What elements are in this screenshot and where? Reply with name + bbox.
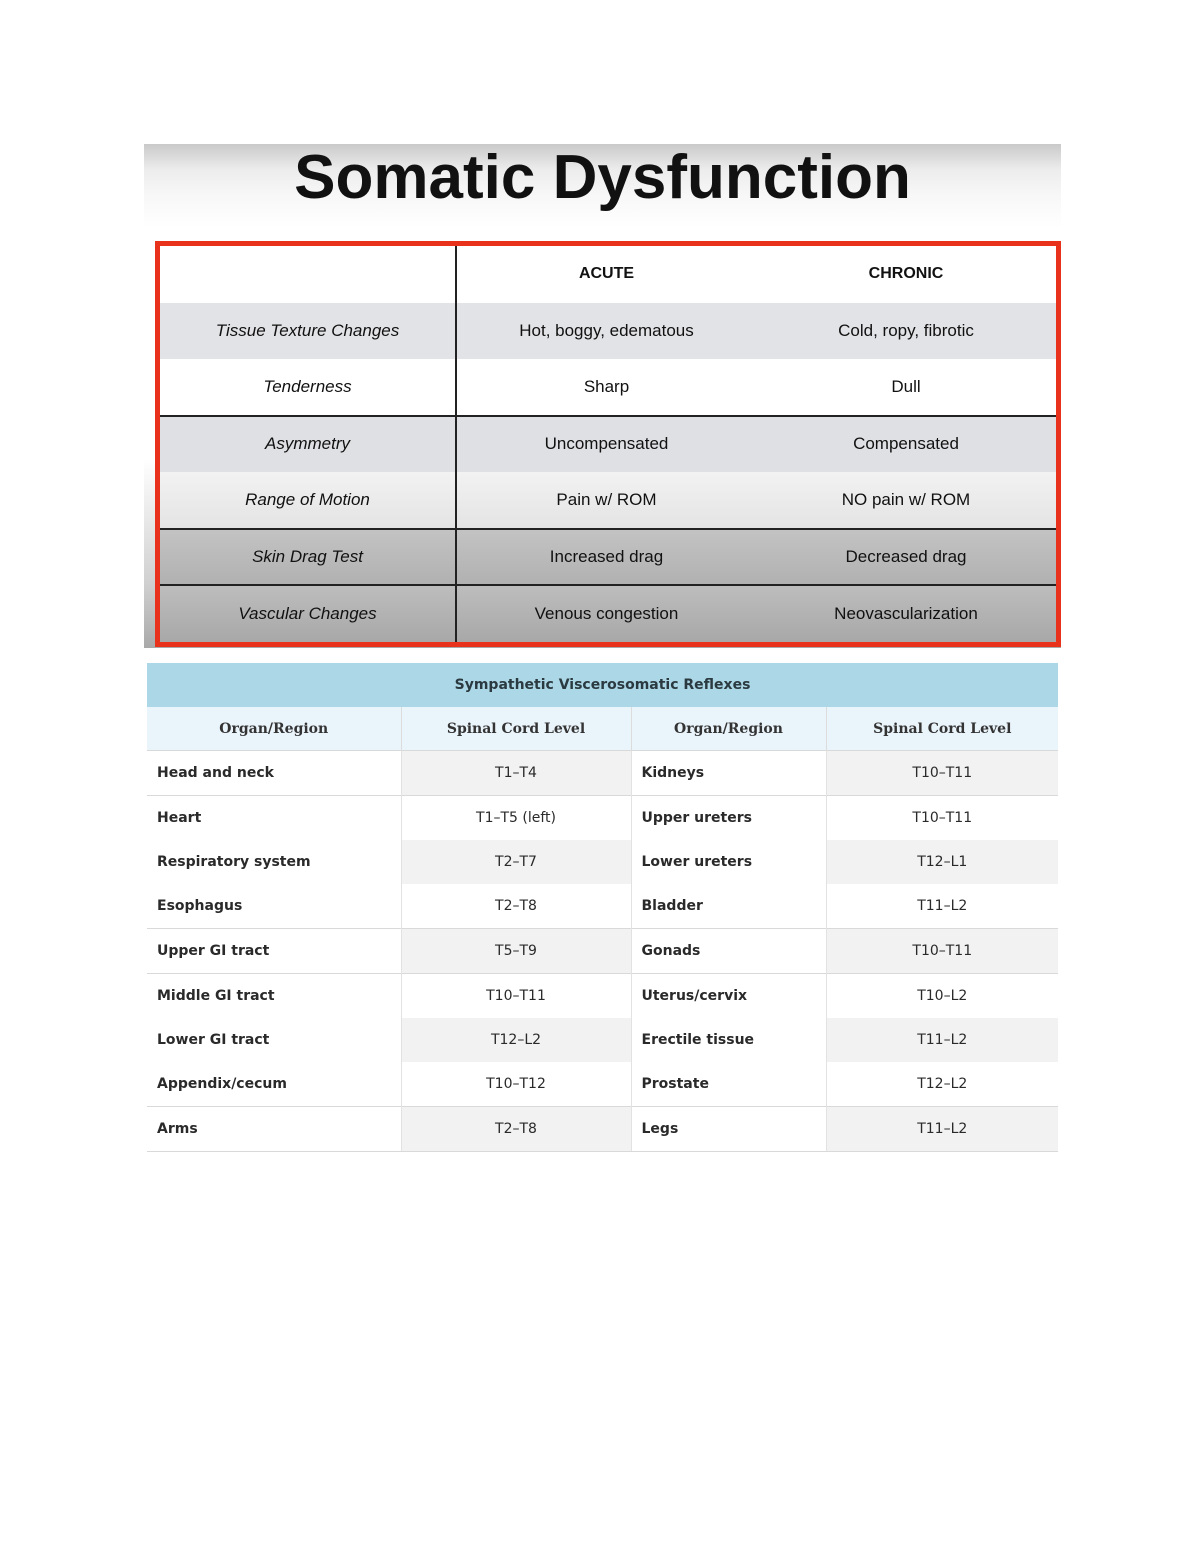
table-header-row	[147, 707, 1058, 751]
level-cell: T2–T8	[401, 884, 631, 929]
table-row	[147, 929, 1058, 974]
organ-cell: Legs	[631, 1107, 826, 1152]
organ-cell: Erectile tissue	[631, 1018, 826, 1062]
table-row	[147, 974, 1058, 1019]
organ-cell: Arms	[147, 1107, 401, 1152]
header-level: Spinal Cord Level	[826, 707, 1058, 751]
level-cell: T12–L2	[917, 1076, 968, 1092]
row-label: Skin Drag Test	[160, 529, 456, 586]
table-row	[147, 884, 1058, 929]
header-level: Spinal Cord Level	[401, 707, 631, 751]
title-banner	[144, 144, 1061, 228]
table-row	[160, 529, 1056, 586]
row-label: Asymmetry	[160, 416, 456, 473]
viscerosomatic-reflex-table	[147, 663, 1058, 1152]
level-cell: T10–T12	[401, 1062, 631, 1107]
organ-cell: Upper GI tract	[147, 929, 401, 974]
organ-cell: Head and neck	[147, 751, 401, 796]
acute-cell: Venous congestion	[456, 585, 756, 642]
chronic-cell: Decreased drag	[756, 529, 1056, 586]
level-cell: T1–T4	[401, 751, 631, 796]
level-cell: T11–L2	[917, 898, 968, 914]
row-label: Range of Motion	[160, 472, 456, 529]
acute-cell: Uncompensated	[456, 416, 756, 473]
page-title: Somatic Dysfunction	[294, 143, 911, 212]
organ-cell: Middle GI tract	[147, 974, 401, 1019]
level-cell: T1–T5 (left)	[401, 796, 631, 841]
table-caption: Sympathetic Viscerosomatic Reflexes	[147, 663, 1058, 707]
chronic-cell: Cold, ropy, fibrotic	[756, 303, 1056, 360]
level-cell: T2–T8	[401, 1107, 631, 1152]
level-cell: T11–L2	[826, 1018, 1058, 1062]
level-cell: T10–T11	[826, 751, 1058, 796]
organ-cell: Heart	[147, 796, 401, 841]
level-cell: T10–T11	[826, 929, 1058, 974]
table-row	[147, 1107, 1058, 1152]
level-cell: T12–L1	[826, 840, 1058, 884]
somatic-dysfunction-table	[155, 241, 1061, 647]
row-label: Vascular Changes	[160, 585, 456, 642]
organ-cell: Appendix/cecum	[147, 1062, 401, 1107]
chronic-cell: Dull	[756, 359, 1056, 416]
organ-cell: Gonads	[631, 929, 826, 974]
organ-cell: Kidneys	[631, 751, 826, 796]
table-header-row	[160, 246, 1056, 303]
level-cell: T2–T7	[401, 840, 631, 884]
table-row	[160, 585, 1056, 642]
table-row	[147, 1062, 1058, 1107]
acute-cell: Increased drag	[456, 529, 756, 586]
organ-cell: Bladder	[631, 884, 826, 929]
level-cell: T5–T9	[401, 929, 631, 974]
level-cell: T12–L2	[401, 1018, 631, 1062]
table-row	[147, 1018, 1058, 1062]
table-row	[160, 303, 1056, 360]
organ-cell: Respiratory system	[147, 840, 401, 884]
table-row	[160, 416, 1056, 473]
table-row	[147, 840, 1058, 884]
table-row	[147, 796, 1058, 841]
organ-cell: Lower GI tract	[147, 1018, 401, 1062]
chronic-cell: Neovascularization	[756, 585, 1056, 642]
row-label: Tissue Texture Changes	[160, 303, 456, 360]
acute-cell: Hot, boggy, edematous	[456, 303, 756, 360]
organ-cell: Esophagus	[147, 884, 401, 929]
level-cell: T10–L2	[826, 974, 1058, 1019]
organ-cell: Lower ureters	[631, 840, 826, 884]
level-cell: T11–L2	[826, 1107, 1058, 1152]
header-organ: Organ/Region	[147, 707, 401, 751]
table-row	[147, 751, 1058, 796]
acute-cell: Sharp	[456, 359, 756, 416]
level-cell: T10–T11	[826, 796, 1058, 841]
row-label: Tenderness	[160, 359, 456, 416]
organ-cell: Uterus/cervix	[631, 974, 826, 1019]
header-organ: Organ/Region	[631, 707, 826, 751]
table-row	[160, 359, 1056, 416]
header-empty	[160, 246, 456, 303]
table-caption-row	[147, 663, 1058, 707]
organ-cell: Prostate	[631, 1062, 826, 1107]
chronic-cell: NO pain w/ ROM	[756, 472, 1056, 529]
organ-cell: Upper ureters	[631, 796, 826, 841]
acute-cell: Pain w/ ROM	[456, 472, 756, 529]
header-chronic: CHRONIC	[756, 246, 1056, 303]
level-cell: T10–T11	[401, 974, 631, 1019]
header-acute: ACUTE	[456, 246, 756, 303]
chronic-cell: Compensated	[756, 416, 1056, 473]
table-row	[160, 472, 1056, 529]
